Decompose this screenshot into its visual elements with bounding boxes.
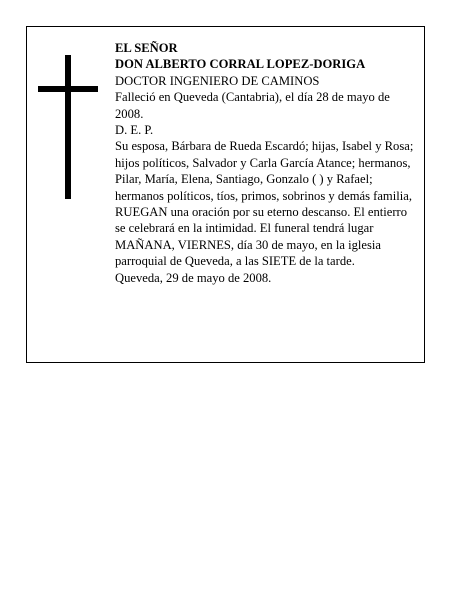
cross-vertical-bar <box>65 55 71 199</box>
dep-line: D. E. P. <box>115 123 154 138</box>
family-list: Su esposa, Bárbara de Rueda Escardó; hijas, Isabel y Rosa; hijos políticos, Salvador y Carla García Atance; hermanos, Pilar, María, Elena, Santiago, Gonzalo ( ) y Rafael; hermanos políticos, tíos, primos, sobrinos y demás familia, <box>115 139 414 203</box>
cross-horizontal-bar <box>38 86 98 92</box>
cross-icon <box>38 55 98 199</box>
death-statement: Falleció en Queveda (Cantabria), el día 28 de mayo de 2008. <box>115 90 390 121</box>
deceased-title: DOCTOR INGENIERO DE CAMINOS <box>115 73 320 88</box>
obituary-notice <box>26 26 425 363</box>
place-date: Queveda, 29 de mayo de 2008. <box>115 270 272 285</box>
notice-text <box>115 40 417 286</box>
prayer-request: RUEGAN una oración por su eterno descanso. El entierro se celebrará en la intimidad. El funeral tendrá lugar MAÑANA, VIERNES, día 30 de mayo, en la iglesia parroquial de Queveda, a las SIETE de la tarde. <box>115 205 408 269</box>
deceased-name: DON ALBERTO CORRAL LOPEZ-DORIGA <box>115 57 366 72</box>
header-line-1: EL SEÑOR <box>115 41 178 55</box>
